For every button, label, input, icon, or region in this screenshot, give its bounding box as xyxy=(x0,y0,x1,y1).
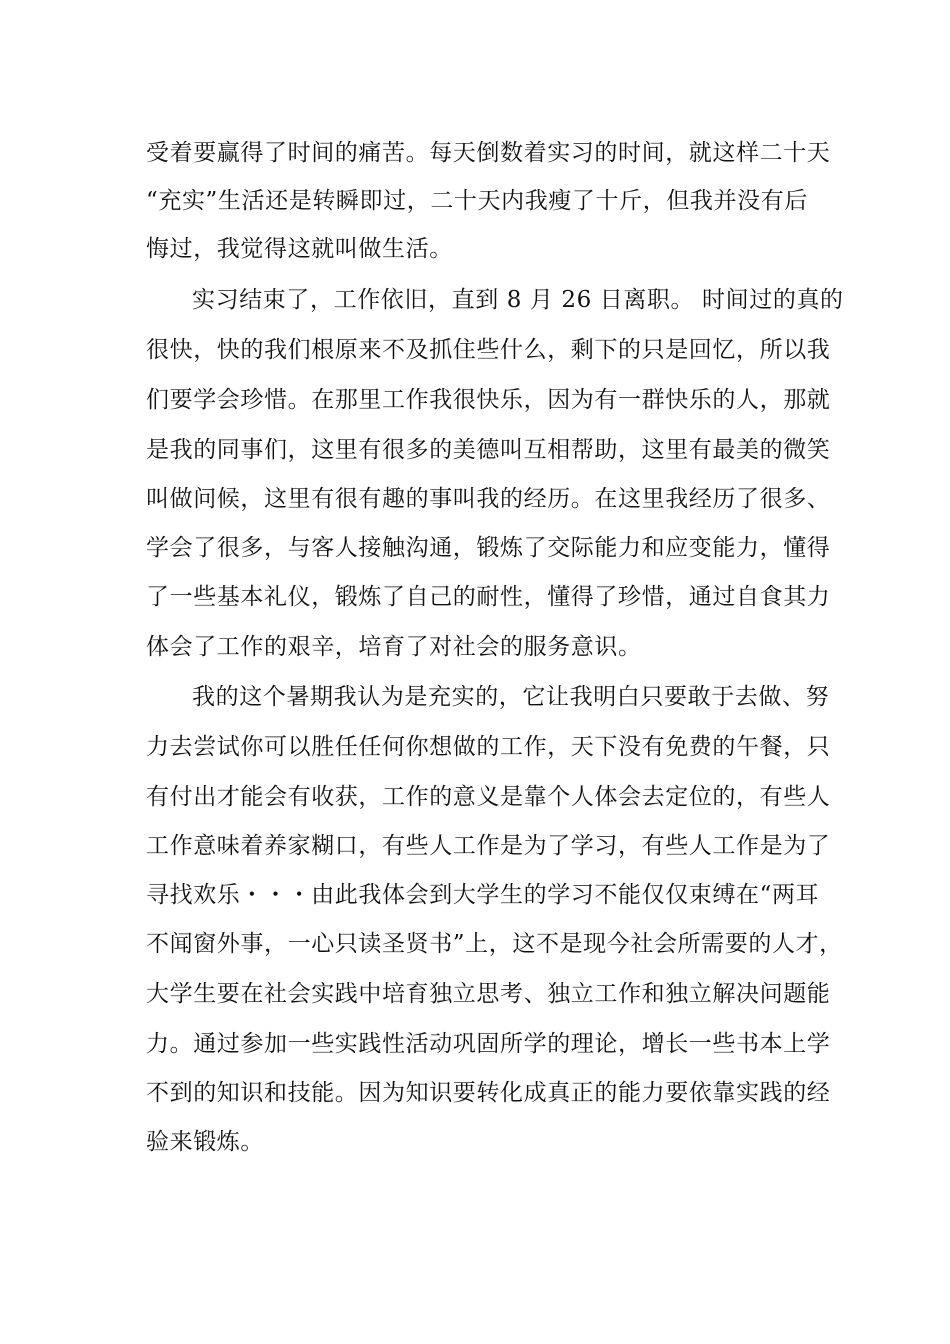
paragraph-3-line-2: 力去尝试你可以胜任任何你想做的工作，天下没有免费的午餐，只 xyxy=(146,734,831,760)
paragraph-3-line-10: 验来锻炼。 xyxy=(146,1129,264,1155)
paragraph-1-line-1: 受着要赢得了时间的痛苦。每天倒数着实习的时间，就这样二十天 xyxy=(146,140,831,166)
paragraph-1-line-3: 悔过，我觉得这就叫做生活。 xyxy=(146,236,453,262)
paragraph-2-line-4: 是我的同事们，这里有很多的美德叫互相帮助，这里有最美的微笑 xyxy=(146,437,831,463)
paragraph-3-line-5: 寻找欢乐・・・由此我体会到大学生的学习不能仅仅束缚在“两耳 xyxy=(146,882,820,908)
paragraph-2-line-1: 实习结束了，工作依旧，直到 8 月 26 日离职。 时间过的真的 xyxy=(192,287,844,313)
paragraph-3-line-3: 有付出才能会有收获，工作的意义是靠个人体会去定位的，有些人 xyxy=(146,784,831,810)
paragraph-3-line-1: 我的这个暑期我认为是充实的，它让我明白只要敢于去做、努 xyxy=(192,684,830,710)
paragraph-2-line-6: 学会了很多，与客人接触沟通，锻炼了交际能力和应变能力，懂得 xyxy=(146,535,831,561)
paragraph-3-line-4: 工作意味着养家糊口，有些人工作是为了学习，有些人工作是为了 xyxy=(146,833,831,859)
paragraph-3-line-7: 大学生要在社会实践中培育独立思考、独立工作和独立解决问题能 xyxy=(146,981,831,1007)
paragraph-2-line-3: 们要学会珍惜。在那里工作我很快乐，因为有一群快乐的人，那就 xyxy=(146,387,831,413)
paragraph-2-line-7: 了一些基本礼仪，锻炼了自己的耐性，懂得了珍惜，通过自食其力 xyxy=(146,584,831,610)
paragraph-2-line-8: 体会了工作的艰辛，培育了对社会的服务意识。 xyxy=(146,634,642,660)
paragraph-1-line-2: “充实”生活还是转瞬即过，二十天内我瘦了十斤，但我并没有后 xyxy=(146,188,808,214)
paragraph-3-line-8: 力。通过参加一些实践性活动巩固所学的理论，增长一些书本上学 xyxy=(146,1031,831,1057)
paragraph-3-line-6: 不闻窗外事，一心只读圣贤书”上，这不是现今社会所需要的人才， xyxy=(146,931,843,957)
paragraph-2-line-2: 很快，快的我们根原来不及抓住些什么，剩下的只是回忆，所以我 xyxy=(146,337,831,363)
paragraph-3-line-9: 不到的知识和技能。因为知识要转化成真正的能力要依靠实践的经 xyxy=(146,1080,831,1106)
paragraph-2-line-5: 叫做问候，这里有很有趣的事叫我的经历。在这里我经历了很多、 xyxy=(146,486,831,512)
